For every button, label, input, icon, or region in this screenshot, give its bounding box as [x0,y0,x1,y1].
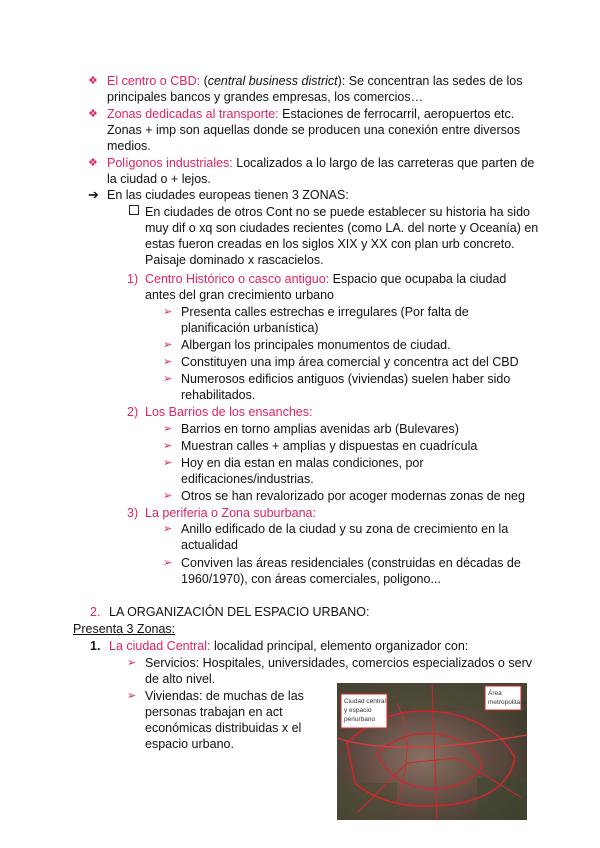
list-item-cont: espacio urbano. [145,737,234,751]
arrowhead-bullet-icon: ➢ [163,523,173,535]
bullet-transporte-line2: Zonas + imp son aquellas donde se producen una conexión entre diversos [107,123,521,137]
list-item: Barrios en torno amplias avenidas arb (Bulevares) [181,422,459,436]
arrow-right-icon: ➔ [88,187,99,202]
diamond-bullet-icon: ❖ [88,75,98,87]
zone-number: 3) [127,506,139,520]
note-line: En ciudades de otros Cont no se puede establecer su historia ha sido [145,205,530,219]
note-line: muy dif o xq son ciudades recientes (como LA. del norte y Oceanía) en [145,221,539,235]
section-number: 2. [90,605,101,619]
diamond-bullet-icon: ❖ [88,157,98,169]
list-item: Numerosos edificios antiguos (viviendas) suelen haber sido [181,372,511,386]
arrowhead-bullet-icon: ➢ [127,690,137,702]
zone-number: 2) [127,405,139,419]
arrowhead-bullet-icon: ➢ [163,373,173,385]
zone-heading: La periferia o Zona suburbana: [145,506,316,520]
list-item: Hoy en dia estan en malas condiciones, por [181,456,424,470]
europa-intro: En las ciudades europeas tienen 3 ZONAS: [107,188,349,202]
arrowhead-bullet-icon: ➢ [163,440,173,452]
list-item-cont: rehabilitados. [181,388,256,402]
arrowhead-bullet-icon: ➢ [163,339,173,351]
note-line: estas fueron creadas en los siglos XIX y XX con plan urb concreto. [145,237,515,251]
section-heading: LA ORGANIZACIÓN DEL ESPACIO URBANO: [109,605,370,619]
bullet-cbd-line2: principales bancos y grandes empresas, los comercios… [107,90,424,104]
list-item: Anillo edificado de la ciudad y su zona de crecimiento en la [181,522,509,536]
note-line: Paisaje dominado x rascacielos. [145,253,324,267]
photo-label-right: Área metropolitana [488,690,527,706]
checkbox-bullet-icon [129,204,139,220]
list-item: Servicios: Hospitales, universidades, comercios especializados o serv [145,656,532,670]
list-item: Viviendas: de muchas de las [145,689,304,703]
arrowhead-bullet-icon: ➢ [163,490,173,502]
zone-heading-line2: antes del gran crecimiento urbano [145,288,335,302]
city-map-photo [337,683,527,820]
bullet-transporte: Zonas dedicadas al transporte: Estaciones de ferrocarril, aeropuertos etc. [107,107,515,121]
diamond-bullet-icon: ❖ [88,108,98,120]
list-item: Presenta calles estrechas e irregulares (Por falta de [181,305,469,319]
zone-heading: Centro Histórico o casco antiguo: Espacio que ocupaba la ciudad [145,272,507,286]
arrowhead-bullet-icon: ➢ [163,557,173,569]
bullet-transporte-line3: medios. [107,139,151,153]
subheading: Presenta 3 Zonas: [73,622,176,636]
list-item-cont: planificación urbanística) [181,321,319,335]
zone-heading: Los Barrios de los ensanches: [145,405,313,419]
bullet-cbd: El centro o CBD: (central business district): Se concentran las sedes de los [107,74,523,88]
list-item: Albergan los principales monumentos de ciudad. [181,338,451,352]
bullet-poligonos-line2: la ciudad o + lejos. [107,172,211,186]
list-item: Constituyen una imp área comercial y concentra act del CBD [181,355,519,369]
list-item-cont: edificaciones/industrias. [181,472,314,486]
arrowhead-bullet-icon: ➢ [127,657,137,669]
list-item: Muestran calles + amplias y dispuestas en cuadrícula [181,439,478,453]
zone-number: 1) [127,272,139,286]
list-item: Otros se han revalorizado por acoger modernas zonas de neg [181,489,525,503]
item-heading: La ciudad Central: localidad principal, elemento organizador con: [109,639,469,653]
list-item: Conviven las áreas residenciales (construidas en décadas de [181,556,521,570]
arrowhead-bullet-icon: ➢ [163,356,173,368]
arrowhead-bullet-icon: ➢ [163,457,173,469]
list-item-cont: actualidad [181,538,238,552]
arrowhead-bullet-icon: ➢ [163,306,173,318]
list-item-cont: 1960/1970), con áreas comerciales, poligono... [181,572,441,586]
bullet-poligonos: Polígonos industriales: Localizados a lo largo de las carreteras que parten de [107,156,535,170]
list-item-cont: personas trabajan en act [145,705,283,719]
list-item-cont: económicas distribuidas x el [145,721,302,735]
arrowhead-bullet-icon: ➢ [163,423,173,435]
list-item-cont: de alto nivel. [145,672,216,686]
photo-label-left: Ciudad central y espacio periurbano [344,698,386,723]
item-number: 1. [90,639,101,653]
